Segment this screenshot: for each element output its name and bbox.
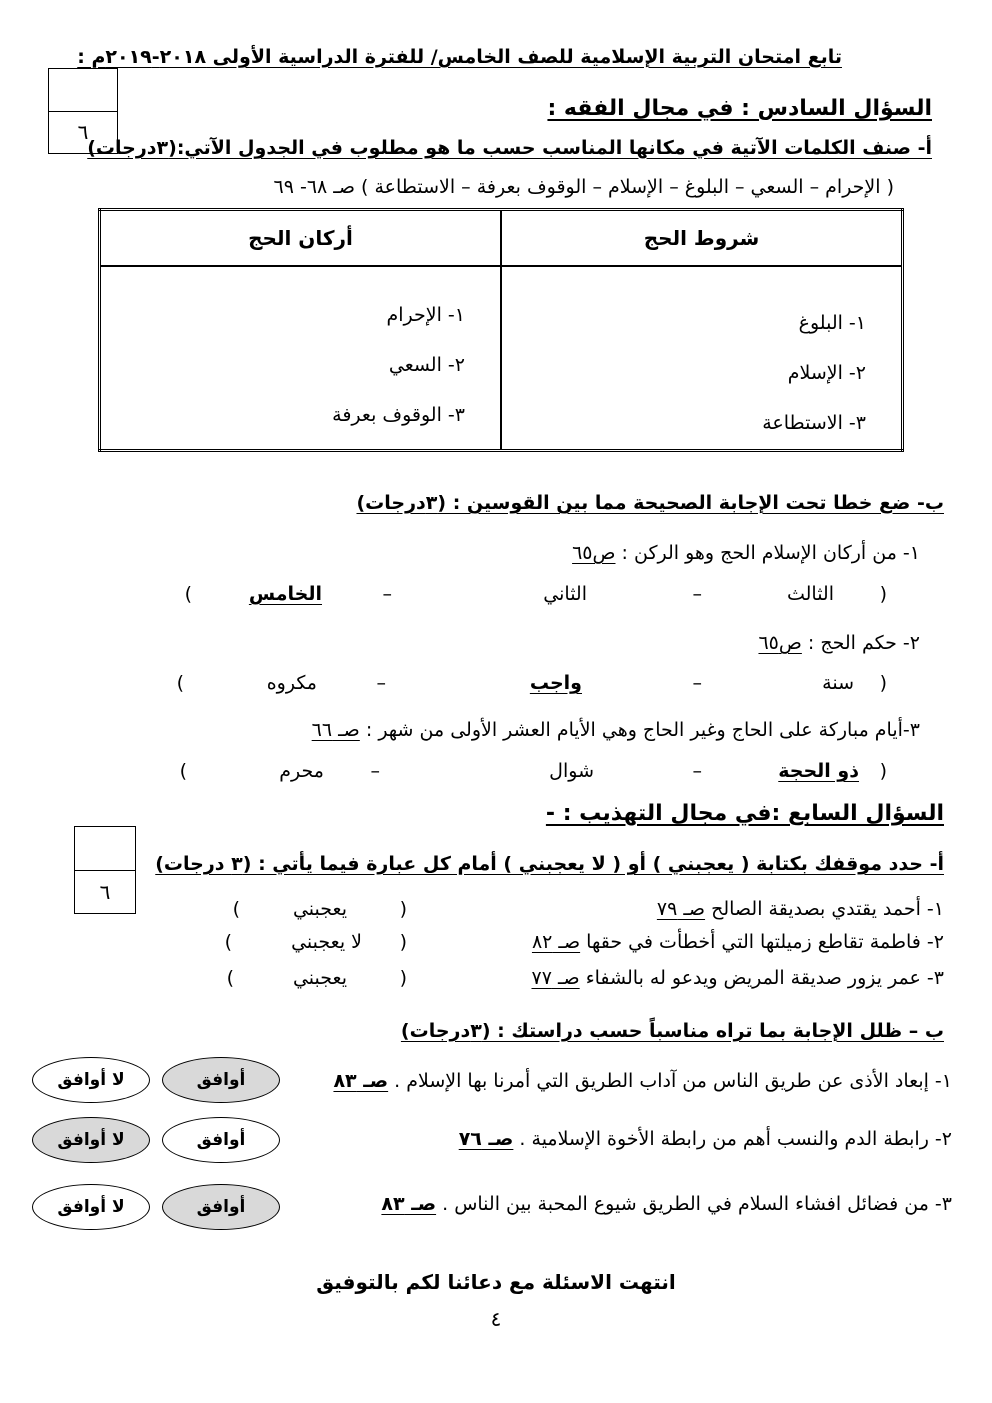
open-paren: (	[879, 583, 887, 605]
disagree-option-shaded[interactable]: لا أوافق	[32, 1117, 150, 1163]
q7a-statement-ref: صـ ٧٧	[531, 967, 580, 989]
dash: –	[370, 760, 380, 782]
closing-message: انتهت الاسئلة مع دعائنا لكم بالتوفيق	[316, 1270, 676, 1294]
q7a-statement-text: ٣- عمر يزور صديقة المريض ويدعو له بالشفاء	[585, 967, 944, 989]
conditions-header: شروط الحج	[501, 210, 903, 267]
condition-item: ٣- الاستطاعة	[762, 412, 866, 434]
dash: –	[382, 583, 392, 605]
q7a-statement	[531, 967, 944, 989]
q6b-option: محرم	[279, 760, 324, 782]
q6b-question	[572, 542, 920, 564]
q7b-statement-text: ٣- من فضائل افشاء السلام في الطريق شيوع المحبة بين الناس .	[442, 1193, 952, 1215]
q6b-correct-option: ذو الحجة	[778, 760, 859, 782]
q7b-statement-text: ٢- رابطة الدم والنسب أهم من رابطة الأخوة الإسلامية .	[519, 1128, 952, 1150]
q7a-answer: يعجبني	[292, 898, 347, 920]
agree-option-shaded[interactable]: أوافق	[162, 1184, 280, 1230]
q6b-question-text: ١- من أركان الإسلام الحج وهو الركن :	[621, 542, 920, 564]
close-paren: )	[232, 898, 240, 920]
q6b-question-ref: ص٦٥	[572, 542, 616, 564]
q6b-option: شوال	[549, 760, 594, 782]
q7a-answer: يعجبني	[292, 967, 347, 989]
q6b-correct-option: واجب	[529, 672, 582, 694]
q7a-statement	[532, 931, 944, 953]
q6b-option: سنة	[822, 672, 854, 694]
open-paren: (	[879, 672, 887, 694]
pillar-item: ٢- السعي	[388, 354, 465, 376]
q7b-statement	[381, 1193, 952, 1215]
q7b-statement-ref: صـ ٨٣	[381, 1193, 437, 1215]
close-paren: )	[179, 760, 187, 782]
q7a-statement	[657, 898, 944, 920]
exam-header: تابع امتحان التربية الإسلامية للصف الخامس/ للفترة الدراسية الأولى ٢٠١٨-٢٠١٩م :	[77, 46, 842, 68]
q7-title: السؤال السابع :في مجال التهذيب : -	[545, 801, 944, 826]
q7b-statement-text: ١- إبعاد الأذى عن طريق الناس من آداب الطريق التي أمرنا بها الإسلام .	[394, 1070, 952, 1092]
close-paren: )	[224, 931, 232, 953]
close-paren: )	[176, 672, 184, 694]
q7-score: ٦	[99, 879, 111, 904]
q7b-instruction: ب – ظلل الإجابة بما تراه مناسباً حسب دراستك : (٣درجات)	[400, 1020, 944, 1042]
q6a-instruction: أ- صنف الكلمات الآتية في مكانها المناسب حسب ما هو مطلوب في الجدول الآتي:(٣درجات)	[87, 137, 932, 159]
condition-item: ٢- الإسلام	[787, 362, 866, 384]
open-paren: (	[879, 760, 887, 782]
q7b-statement	[333, 1070, 952, 1092]
pillar-item: ٣- الوقوف بعرفة	[332, 404, 465, 426]
q6b-instruction: ب- ضع خطا تحت الإجابة الصحيحة مما بين القوسين : (٣درجات)	[356, 492, 944, 514]
page-number: ٤	[490, 1307, 502, 1331]
dash: –	[692, 672, 702, 694]
dash: –	[376, 672, 386, 694]
open-paren: (	[399, 931, 407, 953]
q7b-statement	[459, 1128, 952, 1150]
q7-score-blank	[75, 827, 135, 871]
q6-score-blank	[49, 69, 117, 112]
q6b-correct-option: الخامس	[248, 583, 322, 605]
q7-score-box	[74, 826, 136, 914]
dash: –	[692, 583, 702, 605]
q7a-statement-ref: صـ ٨٢	[531, 931, 581, 953]
condition-item: ١- البلوغ	[798, 312, 866, 334]
q6a-word-bank: ( الإحرام – السعي – البلوغ – الإسلام – الوقوف بعرفة – الاستطاعة ) صـ ٦٨- ٦٩	[273, 176, 894, 198]
open-paren: (	[399, 898, 407, 920]
q6b-option: الثالث	[786, 583, 834, 605]
q6b-question-text: ٣-أيام مباركة على الحاج وغير الحاج وهي الأيام العشر الأولى من شهر :	[365, 719, 920, 741]
q6-score: ٦	[77, 120, 89, 144]
q7a-answer: لا يعجبني	[291, 931, 362, 953]
open-paren: (	[399, 967, 407, 989]
q7a-instruction: أ- حدد موقفك بكتابة ( يعجبني ) أو ( لا يعجبني ) أمام كل عبارة فيما يأتي : (٣ درجات)	[155, 853, 944, 875]
q6b-question-text: ٢- حكم الحج :	[807, 632, 920, 654]
q7b-statement-ref: صـ ٨٣	[333, 1070, 389, 1092]
q7a-statement-ref: صـ ٧٩	[656, 898, 706, 920]
disagree-option[interactable]: لا أوافق	[32, 1057, 150, 1103]
q6b-question-ref: صـ ٦٦	[311, 719, 360, 741]
q6b-question-ref: ص٦٥	[758, 632, 802, 654]
q7b-statement-ref: صـ ٧٦	[458, 1128, 514, 1150]
pillars-cell	[100, 266, 502, 451]
pillars-header: أركان الحج	[100, 210, 502, 267]
q7a-statement-text: ١- أحمد يقتدي بصديقة الصالح	[711, 898, 944, 920]
q6b-option: مكروه	[266, 672, 317, 694]
q7a-statement-text: ٢- فاطمة تقاطع زميلتها التي أخطأت في حقها	[586, 931, 944, 953]
disagree-option[interactable]: لا أوافق	[32, 1184, 150, 1230]
dash: –	[692, 760, 702, 782]
agree-option-shaded[interactable]: أوافق	[162, 1057, 280, 1103]
hajj-table	[98, 208, 904, 452]
close-paren: )	[184, 583, 192, 605]
conditions-cell	[501, 266, 903, 451]
q6-title: السؤال السادس : في مجال الفقه :	[547, 96, 932, 121]
q6b-option: الثاني	[543, 583, 587, 605]
q6b-question	[758, 632, 920, 654]
close-paren: )	[226, 967, 234, 989]
agree-option[interactable]: أوافق	[162, 1117, 280, 1163]
pillar-item: ١- الإحرام	[386, 304, 465, 326]
q6b-question	[312, 719, 920, 741]
